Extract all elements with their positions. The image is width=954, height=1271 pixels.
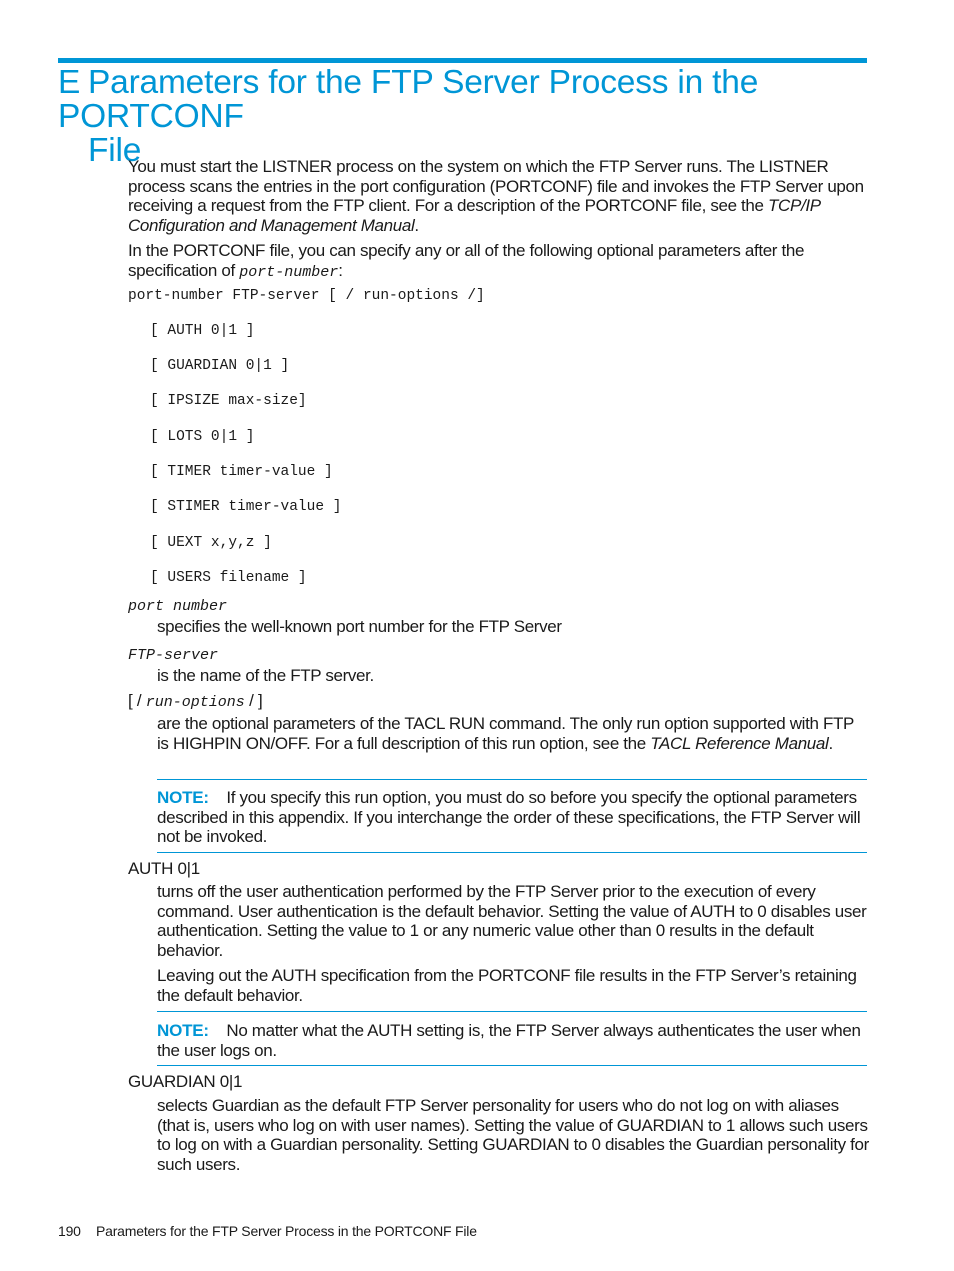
note-auth	[157, 1011, 867, 1066]
option-line: [ AUTH 0|1 ]	[150, 323, 255, 339]
option-line: [ LOTS 0|1 ]	[150, 429, 255, 445]
term-ftp-server: FTP-server	[128, 647, 219, 664]
chapter-title	[58, 66, 878, 168]
title-line-1: Parameters for the FTP Server Process in the PORTCONF	[58, 64, 759, 135]
desc-auth-2: Leaving out the AUTH specification from the PORTCONF file results in the FTP Server’s retaining the default behavior.	[157, 966, 857, 1005]
desc-guardian: selects Guardian as the default FTP Server personality for users who do not log on with aliases (that is, users who log on with user names). Setting the value of GUARDIAN to 1 allows such users to log on with a Guardian personality. Setting GUARDIAN to 0 disables the Guardian personality for such users.	[157, 1096, 869, 1174]
term-run-options: [ / run-options / ]	[128, 691, 263, 711]
option-line: [ STIMER timer-value ]	[150, 499, 342, 515]
term-port-number: port number	[128, 598, 228, 615]
desc-port-number: specifies the well-known port number for the FTP Server	[157, 617, 562, 636]
desc-run-options: are the optional parameters of the TACL RUN command. The only run option supported with FTP is HIGHPIN ON/OFF. For a full description of this run option, see the TACL Reference Manual.	[157, 714, 854, 753]
desc-ftp-server: is the name of the FTP server.	[157, 666, 374, 685]
manual-reference: TCP/IP Configuration and Management Manual	[128, 196, 821, 235]
note-label: NOTE:	[157, 1021, 209, 1040]
page-number: 190	[58, 1223, 81, 1239]
note-text: If you specify this run option, you must do so before you specify the optional parameters described in this appendix. If you interchange the order of these specifications, the FTP Server will not be invoked.	[157, 788, 861, 846]
intro-paragraph: You must start the LISTNER process on the system on which the FTP Server runs. The LISTNER process scans the entries in the port configuration (PORTCONF) file and invokes the FTP Server upon receiving a request from the FTP client. For a description of the PORTCONF file, see the TCP/IP Configuration and Management Manual.	[128, 157, 864, 235]
option-line: [ GUARDIAN 0|1 ]	[150, 358, 290, 374]
running-title: Parameters for the FTP Server Process in the PORTCONF File	[96, 1223, 477, 1239]
manual-reference: TACL Reference Manual	[650, 733, 829, 753]
inline-code: port-number	[239, 263, 339, 281]
term-auth: AUTH 0|1	[128, 859, 200, 878]
option-line: [ USERS filename ]	[150, 570, 307, 586]
note-run-options	[157, 779, 867, 853]
term-guardian: GUARDIAN 0|1	[128, 1072, 243, 1091]
option-line: [ TIMER timer-value ]	[150, 464, 333, 480]
chapter-letter: E	[58, 64, 81, 101]
chapter-rule	[58, 58, 867, 63]
page-footer	[58, 1223, 477, 1240]
note-text: No matter what the AUTH setting is, the FTP Server always authenticates the user when the user logs on.	[157, 1021, 861, 1060]
title-line-2: File	[88, 132, 142, 169]
option-line: [ UEXT x,y,z ]	[150, 535, 272, 551]
desc-auth: turns off the user authentication performed by the FTP Server prior to the execution of every command. User authentication is the default behavior. Setting the value of AUTH to 0 disables user authentication. Setting the value to 1 or any numeric value other than 0 results in the default behavior.	[157, 882, 867, 960]
syntax-line: port-number FTP-server [ / run-options /]	[128, 288, 485, 304]
option-line: [ IPSIZE max-size]	[150, 393, 307, 409]
note-label: NOTE:	[157, 788, 209, 807]
portconf-paragraph: In the PORTCONF file, you can specify any or all of the following optional parameters after the specification of port-number:	[128, 241, 805, 281]
